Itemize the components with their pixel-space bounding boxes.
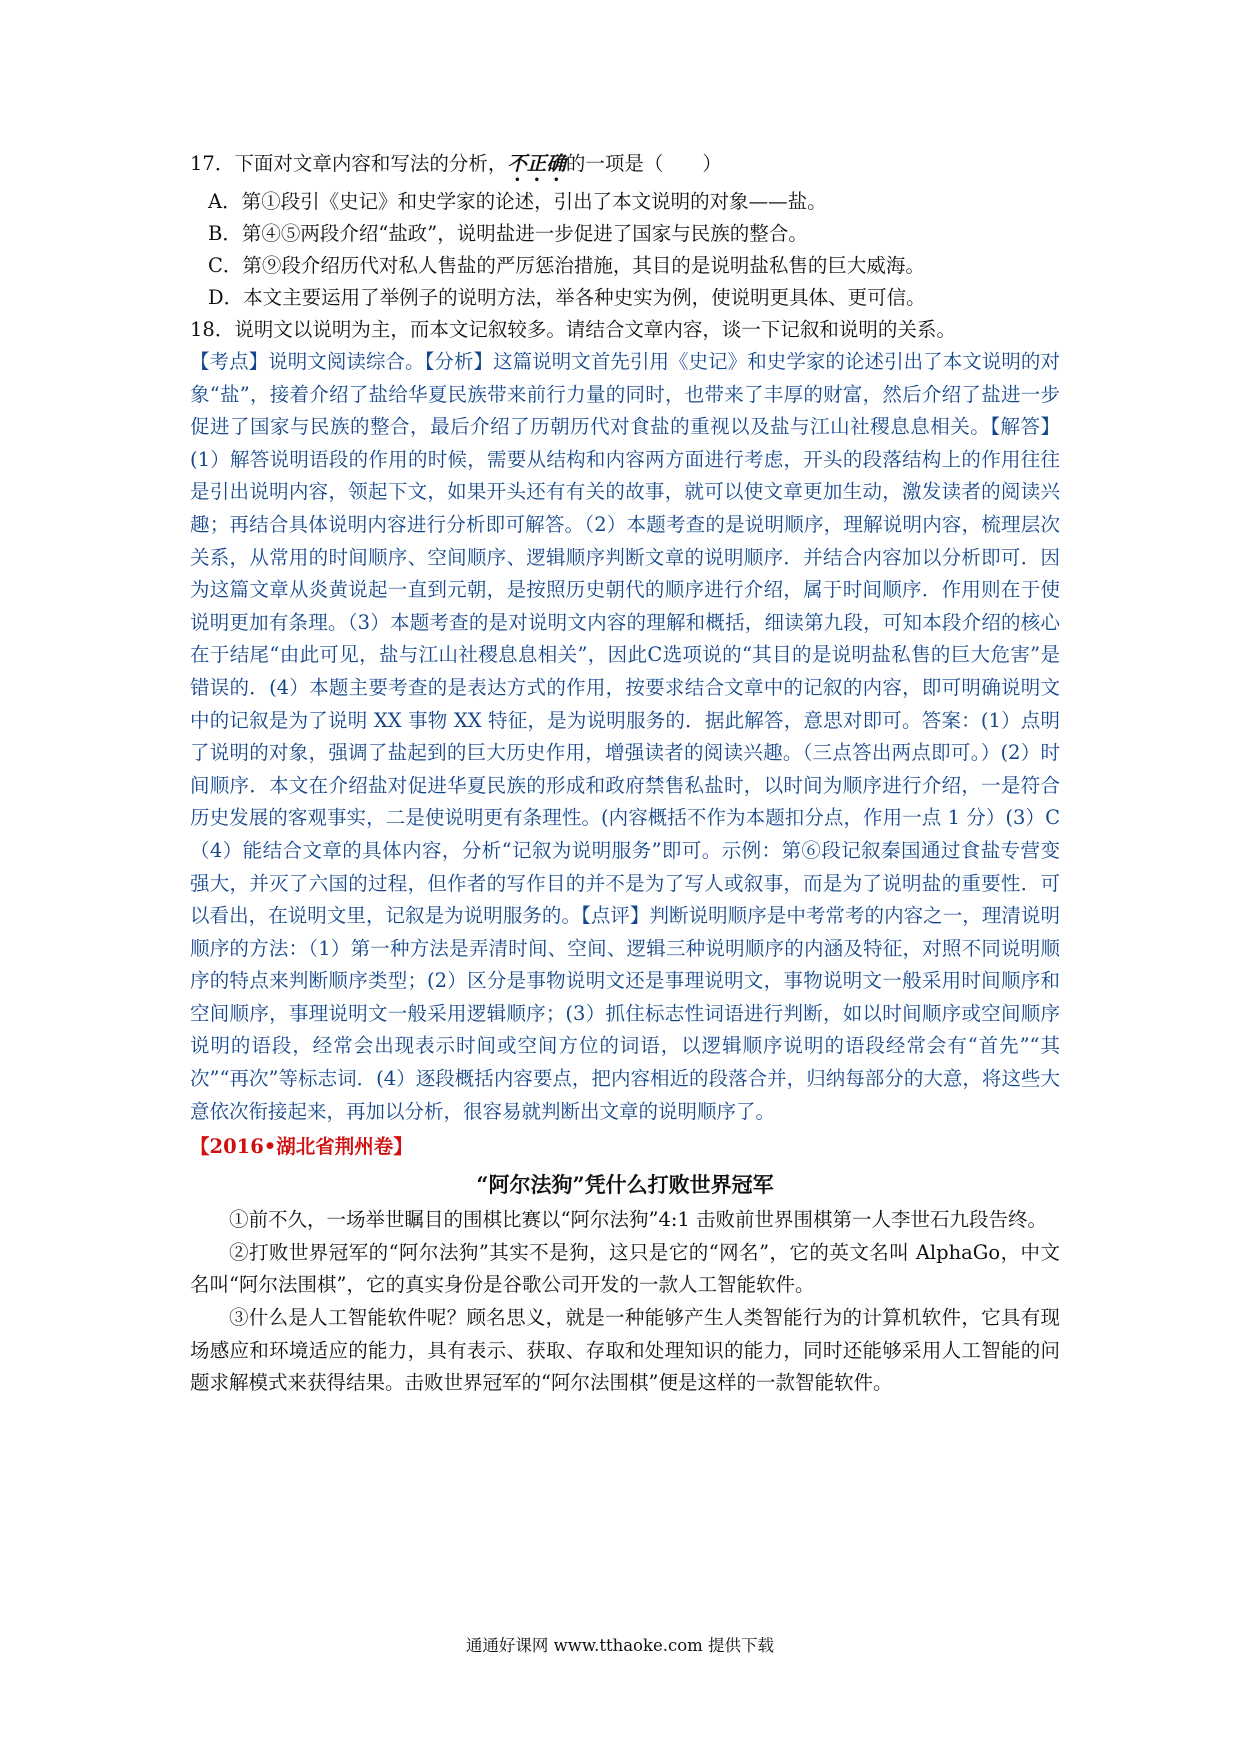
article-title: “阿尔法狗”凭什么打败世界冠军 <box>476 1172 774 1198</box>
source-tag: 【2016•湖北省荆州卷】 <box>190 1135 413 1159</box>
page-footer: 通通好课网 www.tthaoke.com 提供下载 <box>465 1636 775 1655</box>
question-18-stem: 18．说明文以说明为主，而本文记叙较多。请结合文章内容，谈一下记叙和说明的关系。 <box>190 318 956 341</box>
article-paragraph-1: ①前不久，一场举世瞩目的围棋比赛以“阿尔法狗”4:1 击败前世界围棋第一人李世石九段告终。 <box>229 1208 1048 1232</box>
document-page <box>190 148 1060 1400</box>
question-17-emphasis: 不正确 <box>507 152 566 175</box>
article-paragraph-3: ③什么是人工智能软件呢？顾名思义，就是一种能够产生人类智能行为的计算机软件，它具有现场感应和环境适应的能力，具有表示、获取、存取和处理知识的能力，同时还能够采用人工智能的问题求解模式来获得结果。击败世界冠军的“阿尔法围棋”便是这样的一款智能软件。 <box>190 1306 1060 1395</box>
question-17-option-a: A．第①段引《史记》和史学家的论述，引出了本文说明的对象——盐。 <box>208 190 827 213</box>
question-17-stem-pre: 17．下面对文章内容和写法的分析， <box>190 152 508 175</box>
question-17-option-c: C．第⑨段介绍历代对私人售盐的严厉惩治措施，其目的是说明盐私售的巨大威海。 <box>208 254 925 277</box>
article-paragraph-2: ②打败世界冠军的“阿尔法狗”其实不是狗，这只是它的“网名”，它的英文名叫 AlphaGo，中文名叫“阿尔法围棋”，它的真实身份是谷歌公司开发的一款人工智能软件。 <box>190 1240 1060 1297</box>
question-17-option-d: D．本文主要运用了举例子的说明方法，举各种史实为例，使说明更具体、更可信。 <box>208 286 926 309</box>
question-17-stem <box>190 148 1060 186</box>
question-17-stem-post: 的一项是（ ） <box>565 152 722 175</box>
answer-analysis: 【考点】说明文阅读综合。【分析】这篇说明文首先引用《史记》和史学家的论述引出了本文说明的对象“盐”，接着介绍了盐给华夏民族带来前行力量的同时，也带来了丰厚的财富，然后介绍了盐进一步促进了国家与民族的整合，最后介绍了历朝历代对食盐的重视以及盐与江山社稷息息相关。【解答】(1）解答说明语段的作用的时候，需要从结构和内容两方面进行考虑，开头的段落结构上的作用往往是引出说明内容，领起下文，如果开头还有有关的故事，就可以使文章更加生动，激发读者的阅读兴趣；再结合具体说明内容进行分析即可解答。（2）本题考查的是说明顺序，理解说明内容，梳理层次关系，从常用的时间顺序、空间顺序、逻辑顺序判断文章的说明顺序．并结合内容加以分析即可．因为这篇文章从炎黄说起一直到元朝，是按照历史朝代的顺序进行介绍，属于时间顺序．作用则在于使说明更加有条理。（3）本题考查的是对说明文内容的理解和概括，细读第九段，可知本段介绍的核心在于结尾“由此可见，盐与江山社稷息息相关”，因此C选项说的“其目的是说明盐私售的巨大危害”是错误的．(4）本题主要考查的是表达方式的作用，按要求结合文章中的记叙的内容，即可明确说明文中的记叙是为了说明 XX 事物 XX 特征，是为说明服务的．据此解答，意思对即可。答案：(1）点明了说明的对象，强调了盐起到的巨大历史作用，增强读者的阅读兴趣。（三点答出两点即可。）(2）时间顺序．本文在介绍盐对促进华夏民族的形成和政府禁售私盐时，以时间为顺序进行介绍，一是符合历史发展的客观事实，二是使说明更有条理性。(内容概括不作为本题扣分点，作用一点 1 分）(3）C（4）能结合文章的具体内容，分析“记叙为说明服务”即可。示例：第⑥段记叙秦国通过食盐专营变强大，并灭了六国的过程，但作者的写作目的并不是为了写人或叙事，而是为了说明盐的重要性．可以看出，在说明文里，记叙是为说明服务的。【点评】判断说明顺序是中考常考的内容之一，理清说明顺序的方法：（1）第一种方法是弄清时间、空间、逻辑三种说明顺序的内涵及特征，对照不同说明顺序的特点来判断顺序类型；(2）区分是事物说明文还是事理说明文，事物说明文一般采用时间顺序和空间顺序，事理说明文一般采用逻辑顺序；(3）抓住标志性词语进行判断，如以时间顺序或空间顺序说明的语段，经常会出现表示时间或空间方位的词语，以逻辑顺序说明的语段经常会有“首先”“其次”“再次”等标志词．(4）逐段概括内容要点，把内容相近的段落合并，归纳每部分的大意，将这些大意依次衔接起来，再加以分析，很容易就判断出文章的说明顺序了。 <box>190 350 1060 1123</box>
question-17-option-b: B．第④⑤两段介绍“盐政”，说明盐进一步促进了国家与民族的整合。 <box>208 222 808 245</box>
